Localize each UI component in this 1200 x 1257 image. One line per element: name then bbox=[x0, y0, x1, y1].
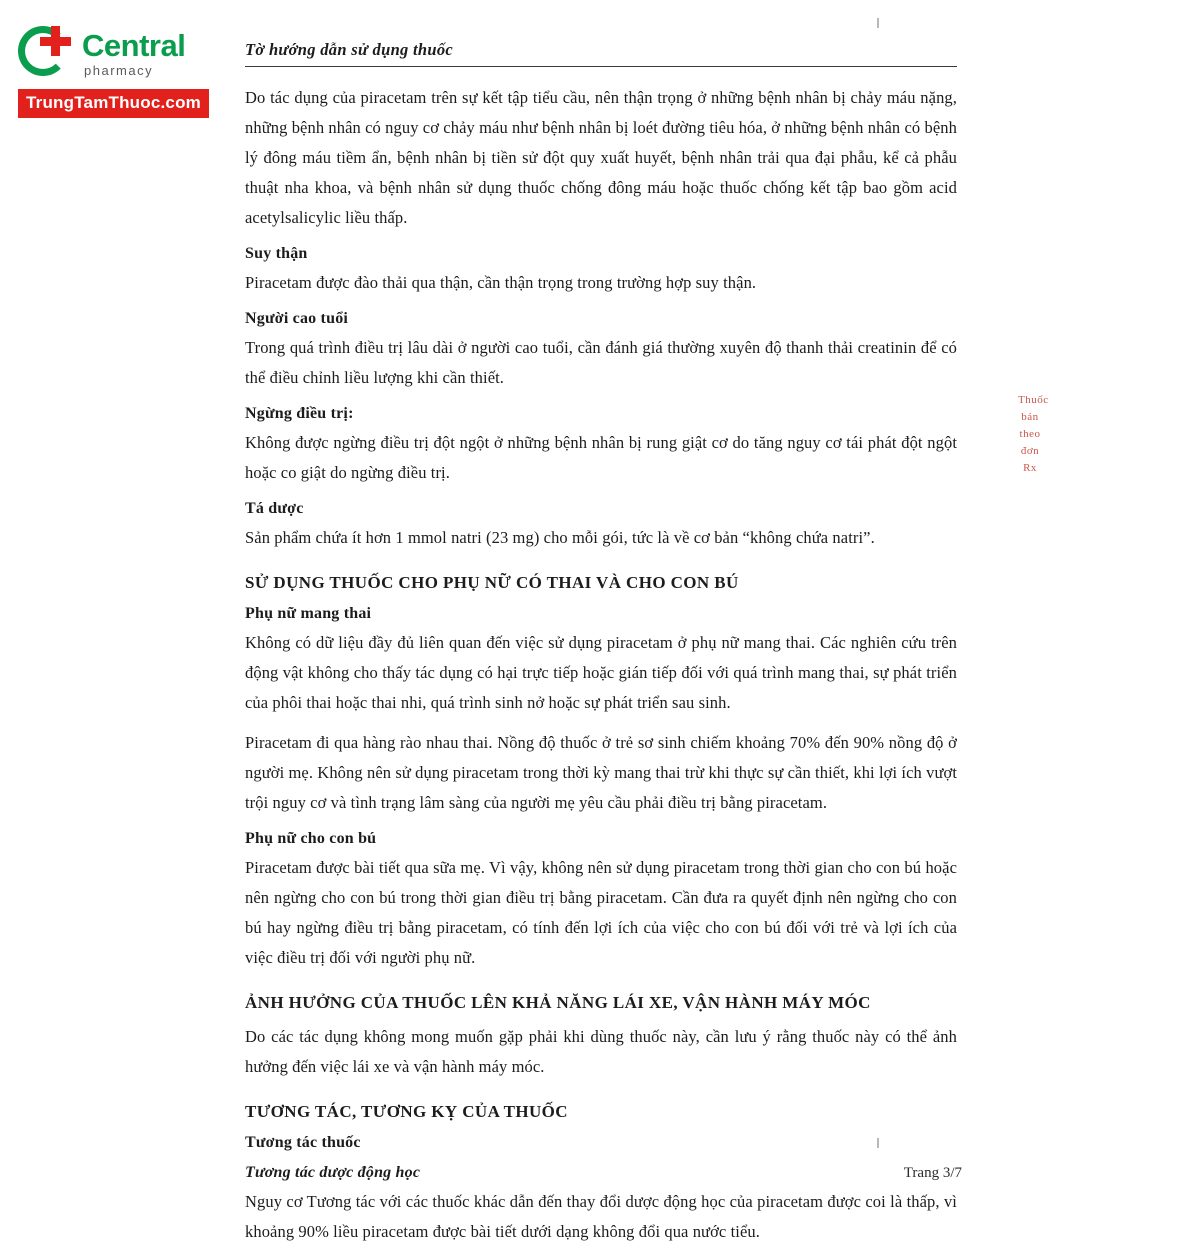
pregnant-heading: Phụ nữ mang thai bbox=[245, 605, 372, 623]
document-page bbox=[245, 40, 957, 1257]
excipients-text: Sản phẩm chứa ít hơn 1 mmol natri (23 mg) cho mỗi gói, tức là về cơ bản “không chứa natri”. bbox=[245, 528, 875, 548]
brand-text bbox=[82, 27, 186, 78]
discontinue-text: Không được ngừng điều trị đột ngột ở những bệnh nhân bị rung giật cơ do tăng nguy cơ tái phát đột ngột hoặc co giật do ngừng điều trị. bbox=[245, 433, 957, 483]
scan-mark-bottom bbox=[877, 1138, 879, 1148]
header-divider bbox=[245, 66, 957, 67]
driving-section-heading: ẢNH HƯỞNG CỦA THUỐC LÊN KHẢ NĂNG LÁI XE, VẬN HÀNH MÁY MÓC bbox=[245, 993, 871, 1013]
side-stamp-line-2: theo bbox=[1019, 428, 1041, 441]
central-pharmacy-logo-icon bbox=[18, 24, 76, 82]
scan-mark-top bbox=[877, 18, 879, 28]
renal-heading: Suy thận bbox=[245, 245, 308, 263]
brand-subtitle: pharmacy bbox=[84, 62, 154, 78]
renal-text: Piracetam được đào thải qua thận, cần thận trọng trong trường hợp suy thận. bbox=[245, 273, 757, 293]
brand-name: Central bbox=[82, 27, 186, 63]
brand-logo-row bbox=[18, 24, 228, 82]
pk-interaction-heading: Tương tác dược động học bbox=[245, 1164, 421, 1182]
prescription-side-stamp bbox=[1018, 392, 1049, 477]
side-stamp-line-3: đơn bbox=[1020, 445, 1040, 458]
elderly-heading: Người cao tuổi bbox=[245, 310, 349, 328]
side-stamp-line-4: Rx bbox=[1023, 462, 1037, 475]
document-header-title: Tờ hướng dẫn sử dụng thuốc bbox=[245, 40, 454, 59]
interaction-heading: Tương tác thuốc bbox=[245, 1134, 361, 1152]
pregnant-paragraph-1: Không có dữ liệu đầy đủ liên quan đến việc sử dụng piracetam ở phụ nữ mang thai. Các nghiên cứu trên động vật không cho thấy tác dụng có hại trực tiếp hoặc gián tiếp đối với quá trình mang thai, sự phát triển của phôi thai hoặc thai nhi, quá trình sinh nở hoặc sự phát triển sau sinh. bbox=[245, 633, 957, 713]
brand-watermark bbox=[18, 24, 228, 118]
interaction-section-heading: TƯƠNG TÁC, TƯƠNG KỴ CỦA THUỐC bbox=[245, 1102, 568, 1122]
breastfeeding-heading: Phụ nữ cho con bú bbox=[245, 830, 377, 848]
intro-paragraph: Do tác dụng của piracetam trên sự kết tập tiểu cầu, nên thận trọng ở những bệnh nhân bị chảy máu nặng, những bệnh nhân có nguy cơ chảy máu như bệnh nhân bị loét đường tiêu hóa, ở những bệnh nhân có bệnh lý đông máu tiềm ẩn, bệnh nhân bị tiền sử đột quy xuất huyết, bệnh nhân trải qua đại phẫu, kể cả phẫu thuật nha khoa, và bệnh nhân sử dụng thuốc chống đông máu hoặc thuốc chống kết tập bao gồm acid acetylsalicylic liều thấp. bbox=[245, 88, 957, 228]
site-url-banner: TrungTamThuoc.com bbox=[18, 89, 209, 118]
discontinue-heading: Ngừng điều trị: bbox=[245, 405, 354, 423]
page-number: Trang 3/7 bbox=[903, 1165, 962, 1181]
pregnant-paragraph-2: Piracetam đi qua hàng rào nhau thai. Nồng độ thuốc ở trẻ sơ sinh chiếm khoảng 70% đến 90% nồng độ ở người mẹ. Không nên sử dụng piracetam trong thời kỳ mang thai trừ khi thực sự cần thiết, khi lợi ích vượt trội nguy cơ và tình trạng lâm sàng của người mẹ yêu cầu phải điều trị bằng piracetam. bbox=[245, 733, 957, 813]
pk-interaction-text: Nguy cơ Tương tác với các thuốc khác dẫn đến thay đổi dược động học của piracetam được coi là thấp, vì khoảng 90% liều piracetam được bài tiết dưới dạng không đổi qua nước tiểu. bbox=[245, 1192, 957, 1242]
elderly-text: Trong quá trình điều trị lâu dài ở người cao tuổi, cần đánh giá thường xuyên độ thanh thải creatinin để có thể điều chỉnh liều lượng khi cần thiết. bbox=[245, 338, 957, 388]
side-stamp-line-0: Thuốc bbox=[1018, 394, 1049, 406]
breastfeeding-text: Piracetam được bài tiết qua sữa mẹ. Vì vậy, không nên sử dụng piracetam trong thời gian cho con bú hoặc nên ngừng cho con bú trong thời gian điều trị bằng piracetam. Cần đưa ra quyết định nên ngừng cho con bú hay ngừng điều trị bằng piracetam, có tính đến lợi ích của việc cho con bú đối với trẻ và lợi ích của việc điều trị đối với người phụ nữ. bbox=[245, 858, 957, 968]
driving-text: Do các tác dụng không mong muốn gặp phải khi dùng thuốc này, cần lưu ý rằng thuốc này có thể ảnh hưởng đến việc lái xe và vận hành máy móc. bbox=[245, 1027, 957, 1077]
excipients-heading: Tá dược bbox=[245, 500, 304, 518]
side-stamp-line-1: bán bbox=[1021, 411, 1039, 424]
pregnancy-section-heading: SỬ DỤNG THUỐC CHO PHỤ NỮ CÓ THAI VÀ CHO CON BÚ bbox=[245, 573, 739, 593]
